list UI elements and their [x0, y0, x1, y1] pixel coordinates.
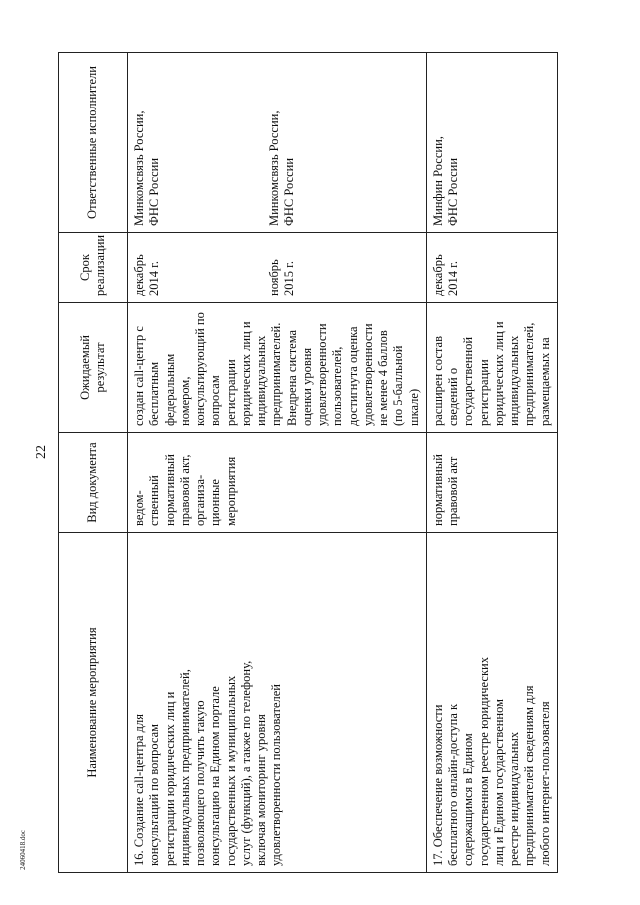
header-term: Срок реализации: [59, 233, 128, 303]
header-measure-name: Наименование мероприятия: [59, 533, 128, 873]
document-type-cell: нормативный правовой акт: [426, 433, 557, 533]
term-value: ноябрь 2015 г.: [267, 259, 297, 296]
header-executors: Ответственные исполнители: [59, 53, 128, 233]
table-row: [426, 53, 557, 873]
header-document-type: Вид документа: [59, 433, 128, 533]
expected-result-cell: расширен состав сведений о государственной регистрации юридических лиц и индивидуальных предпринимателей, размещаемых на: [426, 303, 557, 433]
expected-result-part: создан call-центр с бесплатным федеральным номером, консультирующий по вопросам регистрации юридических лиц и индивидуальных предпринимателей.: [132, 312, 284, 426]
expected-result-part: Внедрена система оценки уровня удовлетворенности пользователей, достигнута оценка удовлетворенности не менее 4 баллов (по 5-балльной шкале): [284, 323, 421, 426]
header-expected-result: Ожидаемый результат: [59, 303, 128, 433]
table-header-row: [59, 53, 128, 873]
executors-value: Минкомсвязь России, ФНС России: [267, 110, 297, 226]
page-number: 22: [34, 445, 49, 459]
document-footer: 24060418.doc: [19, 830, 27, 870]
measure-name-cell: 17. Обеспечение возможности бесплатного онлайн-доступа к содержащимся в Едином государственном реестре юридических лиц и Едином государственном реестре индивидуальных предпринимателей сведениям для любого интернет-пользователя: [426, 533, 557, 873]
measures-table: [58, 52, 558, 873]
rotated-table-container: [58, 53, 558, 873]
executors-cell: [128, 53, 427, 233]
table-row: [128, 53, 427, 873]
term-cell: [128, 233, 427, 303]
term-value: декабрь 2014 г.: [132, 254, 162, 296]
executors-cell: Минфин России, ФНС России: [426, 53, 557, 233]
executors-value: Минкомсвязь России, ФНС России: [132, 110, 162, 226]
expected-result-cell: [128, 303, 427, 433]
measure-name-cell: 16. Создание call-центра для консультаций по вопросам регистрации юридических лиц и индивидуальных предпринимателей, позволяющего получить такую консультацию на Едином портале государственных и муниципальных услуг (функций), а также по телефону, включая мониторинг уровня удовлетворенности пользователей: [128, 533, 427, 873]
document-type-cell: ведом- ственный нормативный правовой акт, организа- ционные мероприятия: [128, 433, 427, 533]
term-cell: декабрь 2014 г.: [426, 233, 557, 303]
